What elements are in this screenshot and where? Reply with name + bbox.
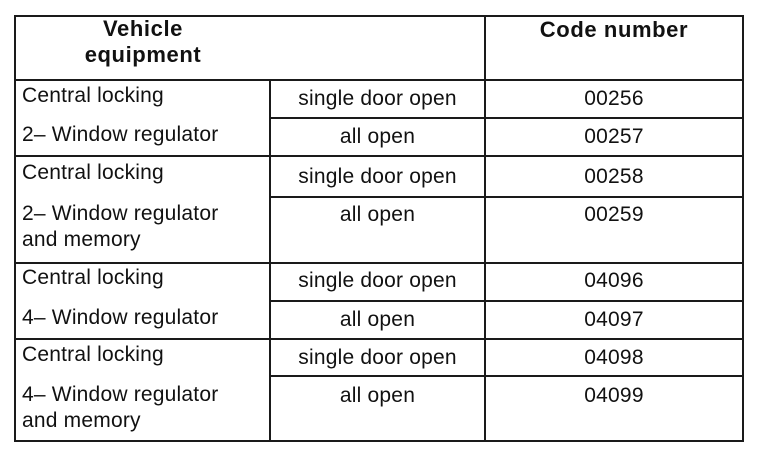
header-equipment	[16, 16, 270, 68]
header-equipment-line1: Vehicle	[102, 16, 184, 41]
code-cell: 04096	[584, 269, 644, 292]
equipment-cell: 2– Window regulator	[22, 123, 219, 146]
code-cell: 04097	[584, 308, 644, 331]
mode-cell: all open	[339, 125, 416, 148]
code-cell: 04099	[584, 384, 644, 407]
mode-cell: all open	[339, 308, 416, 331]
equipment-cell: and memory	[22, 228, 141, 251]
code-cell: 00259	[584, 203, 644, 226]
table-border-bottom	[14, 440, 744, 442]
equipment-cell: 4– Window regulator	[22, 306, 219, 329]
equipment-cell: 2– Window regulator	[22, 202, 219, 225]
header-equipment-line2: equipment	[84, 42, 202, 67]
group-divider	[14, 155, 744, 157]
row-divider	[269, 375, 744, 377]
equipment-cell: Central locking	[22, 84, 164, 107]
group-divider	[14, 338, 744, 340]
row-divider	[269, 300, 744, 302]
code-cell: 04098	[584, 346, 644, 369]
equipment-cell: Central locking	[22, 343, 164, 366]
row-divider	[269, 196, 744, 198]
mode-cell: all open	[339, 384, 416, 407]
mode-cell: single door open	[298, 346, 457, 369]
mode-cell: single door open	[298, 165, 457, 188]
equipment-cell: 4– Window regulator	[22, 383, 219, 406]
mode-cell: single door open	[298, 269, 457, 292]
equipment-cell: Central locking	[22, 161, 164, 184]
header-code-number: Code number	[539, 17, 689, 42]
mode-cell: all open	[339, 203, 416, 226]
equipment-cell: Central locking	[22, 266, 164, 289]
code-cell: 00256	[584, 87, 644, 110]
row-divider	[269, 117, 744, 119]
mode-cell: single door open	[298, 87, 457, 110]
code-cell: 00257	[584, 125, 644, 148]
equipment-cell: and memory	[22, 409, 141, 432]
group-divider	[14, 262, 744, 264]
header-divider	[14, 79, 744, 81]
code-cell: 00258	[584, 165, 644, 188]
